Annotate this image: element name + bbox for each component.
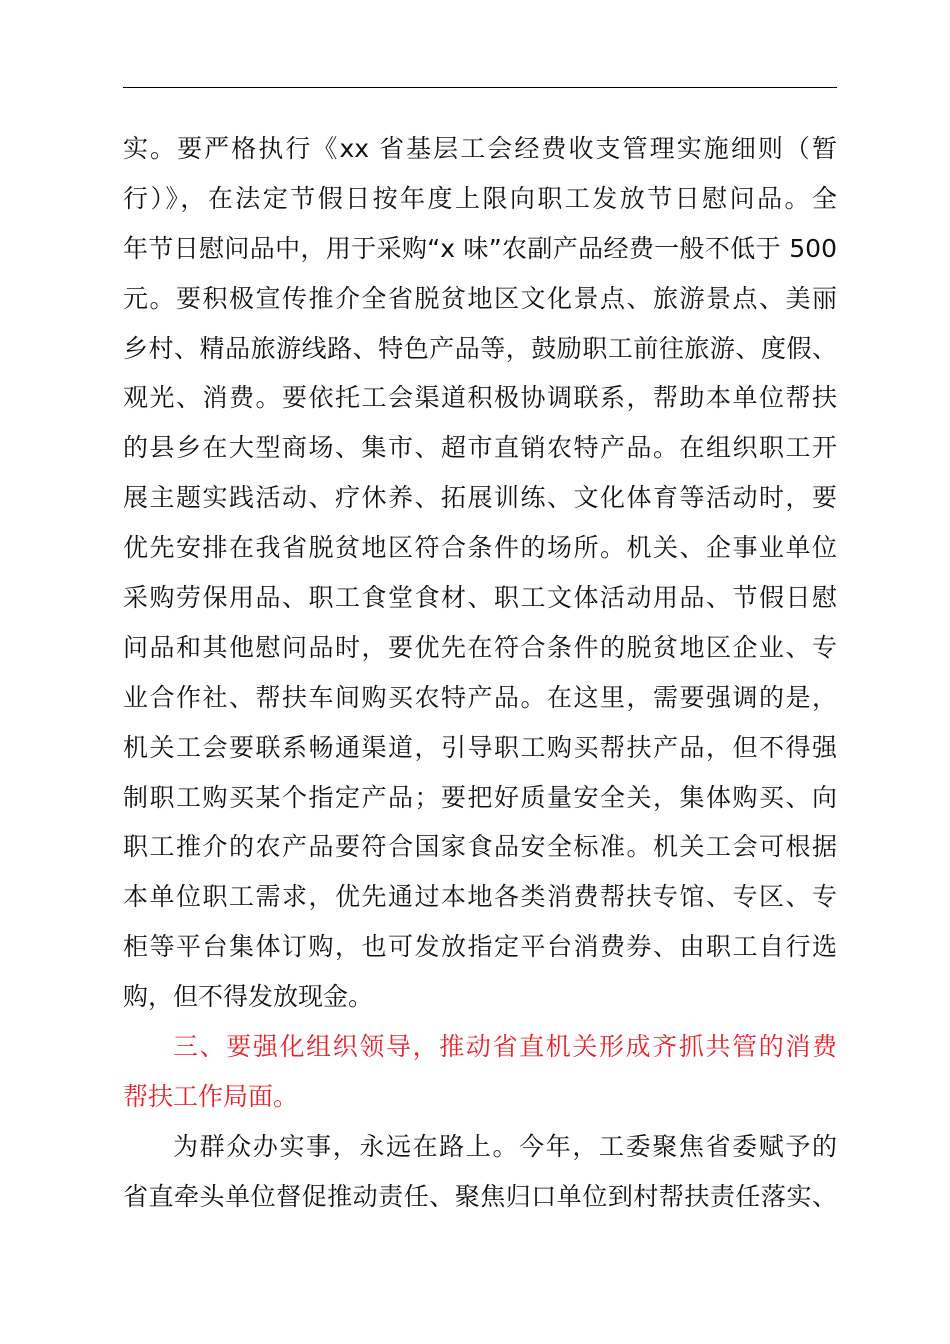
text-line: 机关工会要联系畅通渠道，引导职工购买帮扶产品，但不得强 (123, 732, 837, 762)
text-line: 实。要严格执行《xx 省基层工会经费收支管理实施细则（暂 (123, 134, 837, 163)
text-line: 制职工购买某个指定产品；要把好质量安全关，集体购买、向 (123, 782, 837, 812)
document-body (123, 124, 837, 1222)
text-line: 乡村、精品旅游线路、特色产品等，鼓励职工前往旅游、度假、 (123, 333, 837, 363)
text-line: 优先安排在我省脱贫地区符合条件的场所。机关、企事业单位 (123, 533, 837, 563)
text-line: 的县乡在大型商场、集市、超市直销农特产品。在组织职工开 (123, 433, 837, 463)
text-line: 柜等平台集体订购，也可发放指定平台消费券、由职工自行选 (123, 932, 837, 962)
text-line: 省直牵头单位督促推动责任、聚焦归口单位到村帮扶责任落实、 (123, 1181, 837, 1211)
section-heading (123, 1022, 837, 1122)
text-line: 职工推介的农产品要符合国家食品安全标准。机关工会可根据 (123, 832, 837, 862)
text-line: 购，但不得发放现金。 (123, 982, 374, 1012)
header-rule (123, 87, 837, 88)
heading-line: 帮扶工作局面。 (123, 1081, 299, 1111)
text-line: 元。要积极宣传推介全省脱贫地区文化景点、旅游景点、美丽 (123, 283, 837, 313)
text-line: 为群众办实事，永远在路上。今年，工委聚焦省委赋予的 (173, 1131, 837, 1161)
text-line: 问品和其他慰问品时，要优先在符合条件的脱贫地区企业、专 (123, 632, 837, 662)
text-line: 本单位职工需求，优先通过本地各类消费帮扶专馆、专区、专 (123, 882, 837, 912)
text-line: 行）》，在法定节假日按年度上限向职工发放节日慰问品。全 (123, 183, 837, 213)
heading-line: 三、要强化组织领导，推动省直机关形成齐抓共管的消费 (173, 1032, 837, 1062)
text-line: 展主题实践活动、疗休养、拓展训练、文化体育等活动时，要 (123, 483, 837, 513)
paragraph-2 (123, 1122, 837, 1222)
paragraph-1 (123, 124, 837, 1022)
text-line: 业合作社、帮扶车间购买农特产品。在这里，需要强调的是， (123, 682, 837, 712)
text-line: 观光、消费。要依托工会渠道积极协调联系，帮助本单位帮扶 (123, 383, 837, 413)
text-line: 采购劳保用品、职工食堂食材、职工文体活动用品、节假日慰 (123, 583, 837, 613)
text-line: 年节日慰问品中，用于采购“x 味”农副产品经费一般不低于 500 (123, 233, 837, 263)
